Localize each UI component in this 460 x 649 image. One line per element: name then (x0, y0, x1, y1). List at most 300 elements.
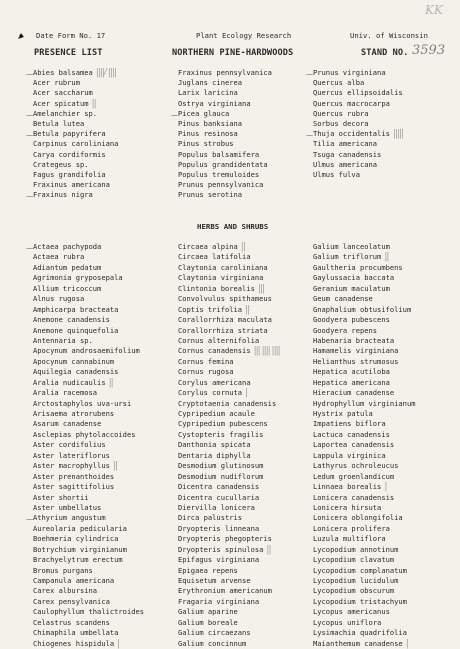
species-row (313, 99, 403, 109)
species-row (313, 326, 416, 336)
species-name: Ulmus fulva (313, 169, 360, 179)
species-name: Pinus banksiana (178, 118, 243, 128)
species-name: Aralia racemosa (33, 388, 98, 398)
species-row (178, 284, 280, 294)
species-row (313, 139, 403, 149)
species-row (313, 78, 403, 88)
species-row (313, 503, 416, 513)
species-name: Tilia americana (313, 139, 378, 149)
species-row (33, 586, 144, 596)
species-name: Carpinus caroliniana (33, 139, 119, 149)
tally-marks: || (108, 377, 113, 388)
species-name: Cystopteris fragilis (178, 429, 264, 439)
herbs-column-3 (313, 242, 416, 649)
species-row (313, 399, 416, 409)
species-name: Aster umbellatus (33, 502, 102, 512)
species-name: Chimaphila umbellata (33, 628, 119, 638)
species-row (178, 399, 280, 409)
species-row (178, 409, 280, 419)
species-row (178, 119, 272, 129)
species-row (178, 139, 272, 149)
species-name: Cornus canadensis (178, 346, 251, 356)
species-name: Cornus femina (178, 356, 234, 366)
species-name: Hystrix patula (313, 409, 373, 418)
species-name: Prunus serotina (178, 190, 243, 200)
species-name: Lysimachia quadrifolia (313, 628, 407, 638)
species-row (178, 597, 280, 607)
species-row (33, 461, 144, 471)
species-name: Clintonia borealis (178, 283, 255, 293)
species-row (313, 378, 416, 388)
species-name: Ulmus americana (313, 159, 378, 169)
species-row (33, 618, 144, 628)
species-row (33, 545, 144, 555)
species-row (178, 440, 280, 450)
species-name: Prunus pennsylvanica (178, 180, 264, 190)
species-name: Chiogenes hispidula (33, 638, 115, 648)
species-name: Anemone quinquefolia (33, 325, 119, 335)
species-row (33, 451, 144, 461)
species-row (313, 419, 416, 429)
species-row (313, 109, 403, 119)
species-name: Fagus grandifolia (33, 169, 106, 179)
species-row (33, 294, 144, 304)
species-row (178, 367, 280, 377)
tally-marks: ||| |||| |||| (253, 346, 280, 357)
species-row (313, 472, 416, 482)
species-row (33, 263, 144, 273)
species-row (33, 170, 118, 180)
species-row (178, 336, 280, 346)
species-name: Corylus cornuta (178, 388, 243, 398)
species-row (178, 378, 280, 388)
species-name: Lactuca canadensis (313, 429, 390, 439)
species-row (313, 628, 416, 638)
species-name: Arisaema atrorubens (33, 409, 115, 418)
species-name: Habenaria bracteata (313, 335, 395, 345)
species-row (33, 607, 144, 617)
species-row (178, 150, 272, 160)
species-name: Lycopus americanus (313, 607, 390, 617)
species-row (178, 513, 280, 523)
species-row (313, 440, 416, 450)
university-name: Univ. of Wisconsin (350, 31, 428, 40)
community-title: NORTHERN PINE-HARDWOODS (172, 48, 294, 58)
tally-marks: | (405, 638, 408, 649)
species-name: Lonicera oblongifolia (313, 513, 403, 523)
tally-marks: || (91, 98, 96, 109)
tally-marks: | (245, 388, 248, 399)
species-name: Gaylussacia baccata (313, 273, 395, 283)
species-row (33, 503, 144, 513)
species-row (33, 555, 144, 565)
species-row (33, 305, 144, 315)
species-name: Carya cordiformis (33, 149, 106, 159)
species-name: Claytonia virginiana (178, 273, 264, 283)
species-row (178, 346, 280, 356)
species-row (313, 388, 416, 398)
species-row (33, 150, 118, 160)
species-name: Aster shortii (33, 492, 89, 502)
species-name: Sorbus decora (313, 118, 369, 128)
species-row (33, 597, 144, 607)
species-row (313, 160, 403, 170)
species-name: Populus grandidentata (178, 159, 268, 169)
check-mark-icon: — (26, 70, 33, 78)
species-name: Linnaea borealis (313, 482, 382, 492)
species-name: Dicentra canadensis (178, 482, 260, 492)
species-row (313, 242, 416, 252)
species-name: Hamamelis virginiana (313, 346, 399, 356)
species-name: Impatiens biflora (313, 419, 386, 429)
species-row (313, 346, 416, 356)
species-row (313, 294, 416, 304)
species-name: Juglans cinerea (178, 78, 243, 88)
species-row (26, 242, 144, 252)
species-row (178, 315, 280, 325)
species-name: Thuja occidentalis (313, 129, 390, 139)
species-name: Betula lutea (33, 118, 85, 128)
species-name: Maianthemum canadense (313, 638, 403, 648)
species-row (33, 524, 144, 534)
tally-marks: || (112, 461, 117, 472)
species-name: Populus balsamifera (178, 149, 260, 159)
species-name: Lycopodium complanatum (313, 565, 407, 575)
species-row (178, 388, 280, 398)
species-row (178, 252, 280, 262)
species-name: Prunus virginiana (313, 68, 386, 77)
species-name: Aralia nudicaulis (33, 377, 106, 387)
trees-column-1 (26, 68, 119, 201)
species-name: Anemone canadensis (33, 315, 110, 325)
species-row (313, 170, 403, 180)
species-name: Actaea pachypoda (33, 242, 102, 251)
species-name: Carex pensylvanica (33, 596, 110, 606)
species-name: Betula papyrifera (33, 129, 106, 139)
species-name: Diervilla lonicera (178, 502, 255, 512)
species-row (178, 586, 280, 596)
species-name: Adiantum pedatum (33, 262, 102, 272)
species-name: Convolvulus spithameus (178, 294, 272, 304)
species-row (178, 524, 280, 534)
species-row (313, 252, 416, 262)
species-row (33, 639, 144, 649)
species-row (178, 294, 280, 304)
tally-marks: || (245, 304, 250, 315)
species-name: Corallorrhiza striata (178, 325, 268, 335)
species-name: Lappula virginica (313, 450, 386, 460)
stand-number-label: STAND NO. (361, 48, 409, 58)
species-row (33, 430, 144, 440)
species-name: Crategeus sp. (33, 159, 89, 169)
pin-mark-icon (16, 31, 26, 41)
species-name: Hepatica americana (313, 377, 390, 387)
species-name: Lycopodium annotinum (313, 544, 399, 554)
species-row (313, 555, 416, 565)
species-name: Lonicera canadensis (313, 492, 395, 502)
tally-marks: || (266, 544, 271, 555)
species-name: Epigaea repens (178, 565, 238, 575)
species-row (313, 482, 416, 492)
check-mark-icon: — (26, 515, 33, 524)
check-mark-icon: — (171, 110, 178, 119)
species-row (33, 472, 144, 482)
species-row (313, 315, 416, 325)
check-mark-icon: — (26, 131, 33, 140)
species-row (178, 190, 272, 200)
species-name: Aureolaria pedicularia (33, 523, 127, 533)
species-row (178, 88, 272, 98)
species-row (178, 170, 272, 180)
species-row (33, 139, 118, 149)
species-row (33, 252, 144, 262)
species-name: Larix laricina (178, 88, 238, 98)
species-row (178, 305, 280, 315)
species-row (313, 524, 416, 534)
species-row (313, 430, 416, 440)
species-name: Acer rubrum (33, 78, 80, 88)
species-row (33, 346, 144, 356)
species-row (26, 68, 118, 78)
corner-initials: KK (425, 3, 443, 17)
species-row (178, 68, 272, 78)
species-name: Alnus rugosa (33, 294, 85, 304)
species-name: Pinus strobus (178, 139, 234, 149)
species-row (33, 315, 144, 325)
species-row (178, 566, 280, 576)
check-mark-icon: — (26, 244, 33, 252)
species-name: Ledum groenlandicum (313, 471, 395, 481)
species-row (33, 628, 144, 638)
species-name: Aster sagittifolius (33, 482, 115, 492)
species-name: Galium aparine (178, 607, 238, 617)
species-name: Campanula americana (33, 576, 115, 585)
species-row (26, 108, 118, 119)
species-row (178, 78, 272, 88)
species-name: Aster lateriflorus (33, 450, 110, 460)
species-name: Desmodium glutinosum (178, 461, 264, 471)
species-name: Cypripedium pubescens (178, 419, 268, 429)
species-name: Acer spicatum (33, 98, 89, 108)
species-name: Goodyera pubescens (313, 315, 390, 325)
species-name: Dicentra cucullaria (178, 492, 260, 502)
species-name: Populus tremuloides (178, 169, 260, 179)
species-row (33, 78, 118, 88)
species-name: Apocynum cannabinum (33, 356, 115, 366)
species-row (313, 357, 416, 367)
species-name: Goodyera repens (313, 325, 378, 335)
species-name: Circaea alpina (178, 242, 238, 251)
species-row (33, 576, 144, 586)
species-row (178, 555, 280, 565)
species-name: Corylus americana (178, 377, 251, 387)
species-name: Quercus rubra (313, 108, 369, 118)
species-row (33, 326, 144, 336)
species-row (178, 357, 280, 367)
species-name: Quercus alba (313, 78, 365, 88)
species-row (313, 639, 416, 649)
species-name: Coptis trifolia (178, 304, 243, 314)
species-row (178, 545, 280, 555)
species-name: Cryptotaenia canadensis (178, 398, 277, 408)
species-name: Asarum canadense (33, 419, 102, 429)
species-name: Brachyelytrum erectum (33, 555, 123, 565)
species-row (33, 336, 144, 346)
species-name: Aster macrophyllus (33, 461, 110, 471)
species-name: Luzula multiflora (313, 534, 386, 544)
species-name: Claytonia caroliniana (178, 262, 268, 272)
species-row (171, 108, 272, 119)
herbs-column-1 (26, 242, 145, 649)
species-name: Lonicera prolifera (313, 523, 390, 533)
species-name: Geranium maculatum (313, 283, 390, 293)
species-row (178, 628, 280, 638)
species-row (33, 357, 144, 367)
species-name: Botrychium virginianum (33, 544, 127, 554)
species-row (33, 367, 144, 377)
species-row (33, 284, 144, 294)
species-row (313, 284, 416, 294)
species-name: Fragaria virginiana (178, 596, 260, 606)
species-row (178, 534, 280, 544)
species-row (26, 129, 118, 140)
species-row (178, 482, 280, 492)
species-name: Dryopteris linneana (178, 523, 260, 533)
species-row (313, 336, 416, 346)
species-row (33, 493, 144, 503)
species-name: Laportea canadensis (313, 440, 395, 450)
species-row (178, 263, 280, 273)
species-name: Apocynum androsaemifolium (33, 346, 140, 356)
species-row (178, 607, 280, 617)
species-row (33, 99, 118, 109)
species-name: Tsuga canadensis (313, 149, 382, 159)
species-row (178, 461, 280, 471)
species-row (26, 190, 118, 201)
species-row (33, 482, 144, 492)
species-name: Asclepias phytolaccoides (33, 429, 136, 439)
species-name: Picea glauca (178, 108, 230, 118)
species-name: Abies balsamea (33, 68, 93, 77)
species-row (178, 419, 280, 429)
species-row (313, 305, 416, 315)
species-name: Lycopodium obscurum (313, 586, 395, 596)
species-row (178, 639, 280, 649)
species-name: Acer saccharum (33, 88, 93, 98)
species-row (178, 503, 280, 513)
species-row (313, 534, 416, 544)
species-name: Aster prenanthoides (33, 471, 115, 481)
species-name: Amphicarpa bracteata (33, 304, 119, 314)
species-name: Allium tricoccum (33, 283, 102, 293)
species-name: Athyrium angustum (33, 513, 106, 523)
species-row (33, 378, 144, 388)
species-name: Cypripedium acaule (178, 409, 255, 418)
species-name: Desmodium nudiflorum (178, 471, 264, 481)
species-row (313, 367, 416, 377)
species-row (178, 430, 280, 440)
species-row (313, 273, 416, 283)
species-name: Fraxinus pennsylvanica (178, 68, 272, 77)
species-row (178, 493, 280, 503)
species-row (313, 513, 416, 523)
species-name: Lycopodium lucidulum (313, 576, 399, 585)
tally-marks: | (117, 638, 120, 649)
species-name: Gaultheria procumbens (313, 262, 403, 272)
species-name: Cornus rugosa (178, 367, 234, 377)
species-name: Circaea latifolia (178, 252, 251, 262)
species-row (178, 451, 280, 461)
tally-marks: ||| (257, 283, 264, 294)
species-name: Pinus resinosa (178, 129, 238, 139)
species-name: Lathyrus ochroleucus (313, 461, 399, 471)
species-name: Galium concinnum (178, 638, 247, 648)
species-row (306, 129, 404, 140)
species-row (178, 618, 280, 628)
species-name: Aster cordifolius (33, 440, 106, 450)
herbs-shrubs-heading: HERBS AND SHRUBS (197, 222, 269, 231)
species-row (313, 618, 416, 628)
species-row (306, 68, 403, 78)
species-row (33, 273, 144, 283)
species-name: Epifagus virginiana (178, 555, 260, 565)
species-row (33, 399, 144, 409)
species-row (33, 180, 118, 190)
species-row (33, 534, 144, 544)
check-mark-icon: — (26, 192, 33, 201)
species-name: Antennaria sp. (33, 335, 93, 345)
species-row (33, 440, 144, 450)
species-row (313, 597, 416, 607)
species-name: Aquilegia canadensis (33, 367, 119, 377)
species-name: Fraxinus nigra (33, 190, 93, 200)
species-name: Lonicera hirsuta (313, 502, 382, 512)
species-name: Hieracium canadense (313, 388, 395, 398)
species-row (313, 451, 416, 461)
species-name: Boehmeria cylindrica (33, 534, 119, 544)
species-name: Quercus ellipsoidalis (313, 88, 403, 98)
species-name: Helianthus strumosus (313, 356, 399, 366)
tally-marks: | (384, 482, 387, 493)
species-row (178, 160, 272, 170)
tally-marks: ||||| (392, 129, 404, 140)
species-row (313, 409, 416, 419)
check-mark-icon: — (306, 70, 313, 78)
tally-marks: || (384, 252, 389, 263)
species-row (33, 409, 144, 419)
species-name: Hydrophyllum virginianum (313, 398, 416, 408)
species-row (33, 119, 118, 129)
species-name: Geum canadense (313, 294, 373, 304)
stand-number-value: 3593 (412, 43, 446, 58)
form-number: Date Form No. 17 (36, 31, 106, 40)
species-row (313, 566, 416, 576)
species-name: Quercus macrocarpa (313, 98, 390, 108)
species-row (26, 513, 144, 524)
species-row (313, 119, 403, 129)
species-name: Actaea rubra (33, 252, 85, 262)
species-name: Agrimonia gryposepala (33, 273, 123, 283)
species-row (313, 150, 403, 160)
tally-marks: ||||/ |||| (95, 68, 116, 78)
species-row (33, 160, 118, 170)
species-name: Lycopus uniflora (313, 617, 382, 627)
species-row (178, 472, 280, 482)
species-row (313, 493, 416, 503)
species-row (313, 576, 416, 586)
species-name: Galium lanceolatum (313, 242, 390, 251)
species-row (313, 586, 416, 596)
